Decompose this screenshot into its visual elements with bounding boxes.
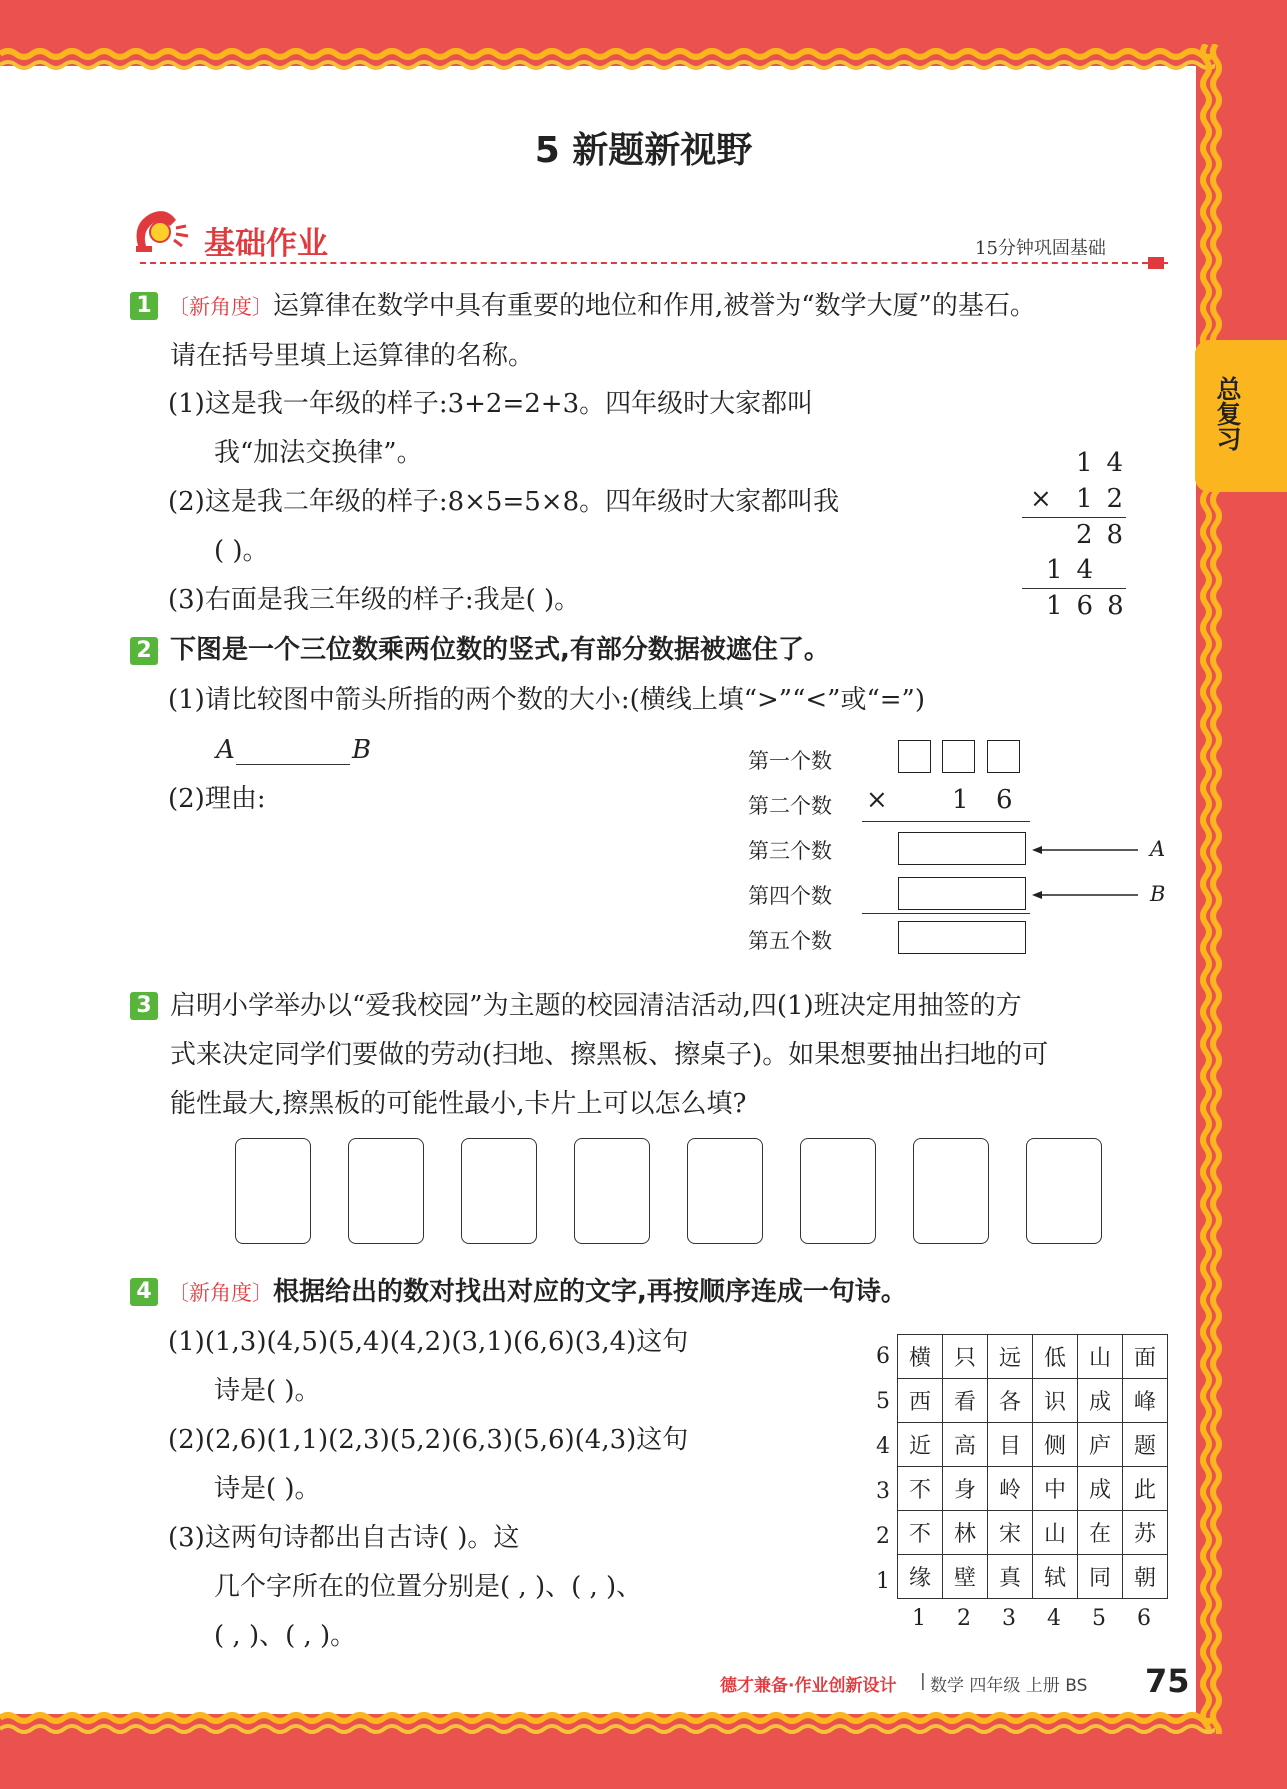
calc-rule-1 <box>1022 517 1126 518</box>
q1-tag: 〔新角度〕 <box>168 295 273 319</box>
q2-row-label-5: 第五个数 <box>748 929 832 953</box>
grid-cell: 目 <box>988 1423 1033 1467</box>
q2-row-label-1: 第一个数 <box>748 749 832 773</box>
grid-cell: 西 <box>898 1379 943 1423</box>
grid-cell: 不 <box>898 1467 943 1511</box>
x-axis-label: 6 <box>1137 1606 1151 1631</box>
grid-row <box>898 1379 1168 1423</box>
footer-brand: 德才兼备·作业创新设计 <box>720 1676 897 1696</box>
q1-part1-line1: (1)这是我一年级的样子:3+2=2+3。四年级时大家都叫 <box>168 389 814 419</box>
q4-part3-line3: ( , )、( , )。 <box>214 1621 357 1651</box>
grid-cell: 远 <box>988 1335 1033 1379</box>
x-axis-label: 4 <box>1047 1606 1061 1631</box>
grid-cell: 朝 <box>1123 1555 1168 1599</box>
grid-cell: 峰 <box>1123 1379 1168 1423</box>
product-box-b[interactable] <box>898 877 1026 910</box>
wavy-border-top <box>0 44 1215 78</box>
grid-cell: 高 <box>943 1423 988 1467</box>
x-axis-label: 5 <box>1092 1606 1106 1631</box>
y-axis-label: 5 <box>876 1389 890 1414</box>
q2-row-label-4: 第四个数 <box>748 884 832 908</box>
grid-cell: 在 <box>1078 1511 1123 1555</box>
grid-cell: 同 <box>1078 1555 1123 1599</box>
q3-line-1: 启明小学举办以“爱我校园”为主题的校园清洁活动,四(1)班决定用抽签的方 <box>170 991 1022 1021</box>
grid-cell: 苏 <box>1123 1511 1168 1555</box>
grid-cell: 岭 <box>988 1467 1033 1511</box>
grid-cell: 轼 <box>1033 1555 1078 1599</box>
q4-part1-answer[interactable]: 诗是( )。 <box>214 1376 321 1406</box>
q2-text: 下图是一个三位数乘两位数的竖式,有部分数据被遮住了。 <box>170 635 830 665</box>
calc-line-1: 14 <box>1076 448 1138 478</box>
grid-row <box>898 1335 1168 1379</box>
grid-cell: 看 <box>943 1379 988 1423</box>
x-axis-label: 1 <box>912 1606 926 1631</box>
grid-cell: 山 <box>1078 1335 1123 1379</box>
lottery-card[interactable] <box>913 1138 989 1244</box>
arrow-icons <box>1028 838 1144 908</box>
grid-cell: 中 <box>1033 1467 1078 1511</box>
digit-box-2[interactable] <box>942 740 975 773</box>
grid-cell: 只 <box>943 1335 988 1379</box>
lottery-card[interactable] <box>800 1138 876 1244</box>
grid-cell: 壁 <box>943 1555 988 1599</box>
q3-line-3: 能性最大,擦黑板的可能性最小,卡片上可以怎么填? <box>170 1089 747 1119</box>
q2-answer-blank[interactable] <box>236 764 350 765</box>
digit-box-1[interactable] <box>898 740 931 773</box>
y-axis-label: 2 <box>876 1524 890 1549</box>
lottery-card[interactable] <box>348 1138 424 1244</box>
q2-label-a: A <box>216 735 235 765</box>
page-number: 75 <box>1145 1662 1190 1700</box>
q1-part2-line1: (2)这是我二年级的样子:8×5=5×8。四年级时大家都叫我 <box>168 487 840 517</box>
q2-multiplier-digit-1: 1 <box>952 785 969 815</box>
q1-part2-answer[interactable]: ( )。 <box>214 536 269 566</box>
q1-part3: (3)右面是我三年级的样子:我是( )。 <box>168 585 581 615</box>
q2-row-label-2: 第二个数 <box>748 794 832 818</box>
section-divider-cap <box>1148 257 1164 269</box>
q2-multiplier-digit-2: 6 <box>996 785 1013 815</box>
grid-row <box>898 1467 1168 1511</box>
wavy-border-bottom <box>0 1706 1215 1740</box>
lottery-card[interactable] <box>687 1138 763 1244</box>
q1-intro <box>168 290 1036 323</box>
q1-intro-line2: 请在括号里填上运算律的名称。 <box>170 341 535 371</box>
q2-part1: (1)请比较图中箭头所指的两个数的大小:(横线上填“>”“<”或“=”) <box>168 685 925 715</box>
q4-text: 根据给出的数对找出对应的文字,再按顺序连成一句诗。 <box>273 1277 907 1307</box>
q2-row-label-3: 第三个数 <box>748 839 832 863</box>
grid-cell: 庐 <box>1078 1423 1123 1467</box>
grid-cell: 低 <box>1033 1335 1078 1379</box>
question-number-1: 1 <box>130 292 158 320</box>
q2-rule-1 <box>862 821 1030 822</box>
x-axis-label: 2 <box>957 1606 971 1631</box>
calc-line-5: 168 <box>1046 591 1138 621</box>
y-axis-label: 3 <box>876 1479 890 1504</box>
q4-part1-line1: (1)(1,3)(4,5)(5,4)(4,2)(3,1)(6,6)(3,4)这句 <box>168 1327 689 1357</box>
calc-op: × <box>1030 484 1066 514</box>
grid-cell: 题 <box>1123 1423 1168 1467</box>
question-number-4: 4 <box>130 1278 158 1306</box>
arrow-label-a: A <box>1150 837 1166 861</box>
lottery-card[interactable] <box>1026 1138 1102 1244</box>
q4-part2-answer[interactable]: 诗是( )。 <box>214 1474 321 1504</box>
q2-part2: (2)理由: <box>168 784 266 814</box>
product-box-sum[interactable] <box>898 921 1026 954</box>
grid-cell: 近 <box>898 1423 943 1467</box>
grid-cell: 身 <box>943 1467 988 1511</box>
lottery-card[interactable] <box>574 1138 650 1244</box>
q4-part2-line1: (2)(2,6)(1,1)(2,3)(5,2)(6,3)(5,6)(4,3)这句 <box>168 1425 689 1455</box>
grid-cell: 成 <box>1078 1379 1123 1423</box>
calc-line-2: 12 <box>1076 484 1138 514</box>
question-number-2: 2 <box>130 637 158 665</box>
y-axis-label: 6 <box>876 1344 890 1369</box>
grid-cell: 成 <box>1078 1467 1123 1511</box>
grid-row <box>898 1555 1168 1599</box>
calc-line-3: 28 <box>1076 520 1138 550</box>
question-number-3: 3 <box>130 992 158 1020</box>
grid-cell: 各 <box>988 1379 1033 1423</box>
section-title: 基础作业 <box>204 226 328 262</box>
section-subtitle: 15分钟巩固基础 <box>975 238 1106 259</box>
calc-line-4: 14 <box>1046 555 1108 585</box>
grid-cell: 识 <box>1033 1379 1078 1423</box>
q4-part3-line2: 几个字所在的位置分别是( , )、( , )、 <box>214 1572 643 1602</box>
grid-cell: 横 <box>898 1335 943 1379</box>
q4-tag: 〔新角度〕 <box>168 1281 273 1305</box>
q4-intro <box>168 1276 907 1309</box>
character-grid <box>897 1334 1168 1599</box>
q2-multiply-sign: × <box>866 785 888 815</box>
q2-label-b: B <box>352 735 372 765</box>
y-axis-label: 4 <box>876 1434 890 1459</box>
product-box-a[interactable] <box>898 832 1026 865</box>
lottery-card[interactable] <box>235 1138 311 1244</box>
q4-part3-line1: (3)这两句诗都出自古诗( )。这 <box>168 1523 520 1553</box>
footer-info: 数学 四年级 上册 BS <box>930 1676 1088 1696</box>
lottery-card[interactable] <box>461 1138 537 1244</box>
calc-rule-2 <box>1022 588 1126 589</box>
arrow-label-b: B <box>1150 882 1166 906</box>
section-divider <box>140 262 1168 266</box>
x-axis-label: 3 <box>1002 1606 1016 1631</box>
page-title: 5 新题新视野 <box>534 130 753 171</box>
grid-cell: 不 <box>898 1511 943 1555</box>
q1-part1-line2: 我“加法交换律”。 <box>214 438 423 468</box>
side-tab[interactable] <box>1195 340 1287 492</box>
q1-intro-text: 运算律在数学中具有重要的地位和作用,被誉为“数学大厦”的基石。 <box>273 291 1036 321</box>
wavy-border-right <box>1192 44 1226 1734</box>
lamp-icon <box>130 206 194 258</box>
grid-cell: 面 <box>1123 1335 1168 1379</box>
digit-box-3[interactable] <box>987 740 1020 773</box>
grid-cell: 侧 <box>1033 1423 1078 1467</box>
grid-row <box>898 1511 1168 1555</box>
grid-cell: 真 <box>988 1555 1033 1599</box>
footer-divider: | <box>920 1671 926 1691</box>
grid-cell: 此 <box>1123 1467 1168 1511</box>
grid-cell: 山 <box>1033 1511 1078 1555</box>
grid-cell: 缘 <box>898 1555 943 1599</box>
grid-cell: 宋 <box>988 1511 1033 1555</box>
q3-line-2: 式来决定同学们要做的劳动(扫地、擦黑板、擦桌子)。如果想要抽出扫地的可 <box>170 1040 1049 1070</box>
q2-rule-2 <box>862 913 1030 914</box>
side-tab-label: 总复习 <box>1213 376 1242 451</box>
y-axis-label: 1 <box>876 1569 890 1594</box>
grid-cell: 林 <box>943 1511 988 1555</box>
grid-row <box>898 1423 1168 1467</box>
